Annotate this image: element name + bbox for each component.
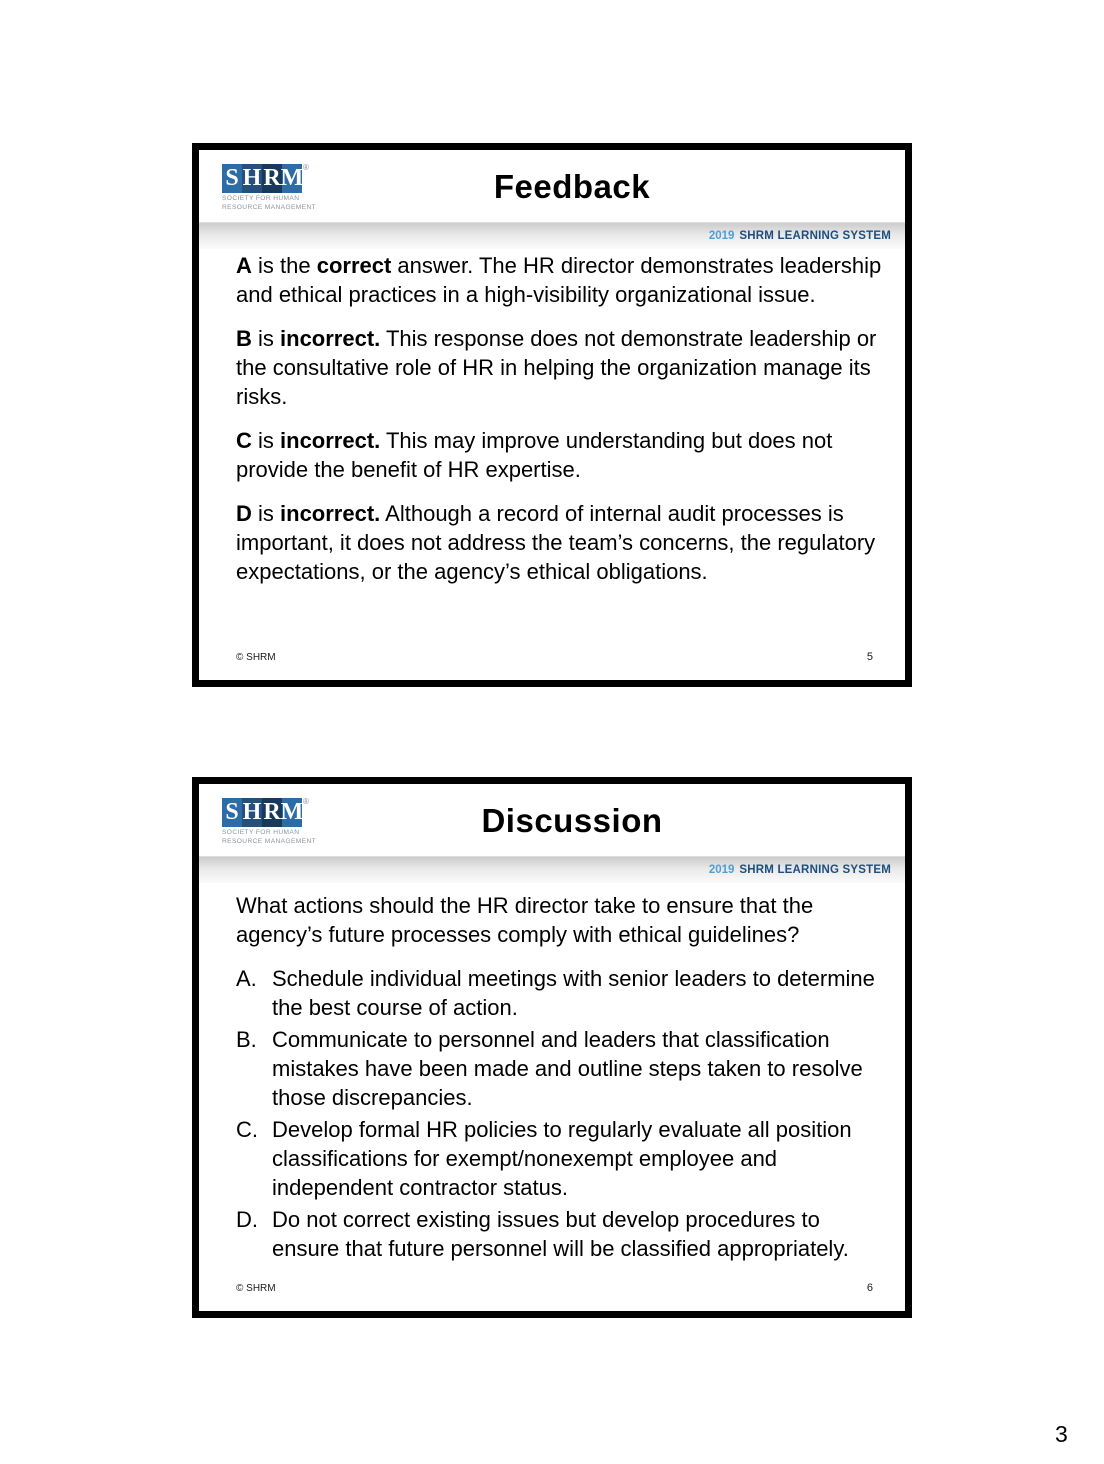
discussion-body [236, 891, 888, 1263]
feedback-emphasis: incorrect. [280, 501, 381, 526]
feedback-emphasis: incorrect. [280, 326, 381, 351]
option-letter: C. [236, 1117, 258, 1142]
option-letter: A. [236, 966, 257, 991]
learning-system-band [199, 222, 905, 249]
slide-discussion [192, 777, 912, 1318]
band-label: SHRM LEARNING SYSTEM [739, 230, 891, 242]
logo-letter-tile: S [222, 798, 242, 827]
feedback-text: Although a record of internal audit processes is important, it does not address the team’s concerns, the regulatory expectations, or the agency’s ethical obligations. [236, 501, 876, 584]
copyright-note: © SHRM [236, 1283, 276, 1294]
discussion-question: What actions should the HR director take to ensure that the agency’s future processes comply with ethical guidelines? [236, 893, 814, 947]
discussion-option [236, 1205, 888, 1263]
feedback-body [236, 251, 888, 601]
slide-feedback [192, 143, 912, 687]
discussion-option [236, 964, 888, 1022]
learning-system-band [199, 856, 905, 883]
feedback-paragraph [236, 426, 888, 484]
feedback-paragraph [236, 251, 888, 309]
feedback-text: is [251, 428, 281, 453]
feedback-text: answer. The HR director demonstrates leadership and ethical practices in a high-visibility organizational issue. [236, 253, 882, 307]
feedback-text: is the [251, 253, 317, 278]
discussion-options [236, 964, 888, 1263]
registered-trademark-icon: ® [303, 797, 309, 806]
discussion-option [236, 1115, 888, 1202]
feedback-emphasis: C [236, 428, 252, 453]
option-text: Do not correct existing issues but develop procedures to ensure that future personnel will be classified appropriately. [272, 1207, 849, 1261]
option-text: Communicate to personnel and leaders that classification mistakes have been made and outline steps taken to resolve those discrepancies. [272, 1027, 863, 1110]
feedback-emphasis: correct [316, 253, 392, 278]
slide-number: 5 [866, 651, 873, 663]
logo-letter-tile: H [242, 165, 262, 191]
shrm-logo-subtitle-line2: RESOURCE MANAGEMENT [222, 838, 317, 845]
band-year: 2019 [708, 230, 735, 242]
shrm-logo-subtitle-line2: RESOURCE MANAGEMENT [222, 204, 317, 211]
option-letter: B. [236, 1027, 257, 1052]
shrm-logo-subtitle-line1: SOCIETY FOR HUMAN [222, 195, 300, 202]
option-text: Develop formal HR policies to regularly evaluate all position classifications for exempt/nonexempt employee and independent contractor status. [272, 1117, 852, 1200]
registered-trademark-icon: ® [303, 163, 309, 172]
feedback-text: is [251, 326, 281, 351]
discussion-option [236, 1025, 888, 1112]
feedback-emphasis: incorrect. [280, 428, 381, 453]
handout-page-number: 3 [1055, 1421, 1068, 1447]
feedback-text: This response does not demonstrate leadership or the consultative role of HR in helping the organization manage its risks. [236, 326, 877, 409]
band-label: SHRM LEARNING SYSTEM [739, 864, 891, 876]
logo-letter-tile: H [242, 799, 262, 825]
logo-letter-tile: S [222, 164, 242, 193]
slide-number: 6 [866, 1282, 873, 1294]
logo-letter-tile: M [280, 799, 304, 825]
logo-letter-tile: R [263, 799, 281, 825]
feedback-paragraph [236, 324, 888, 411]
option-letter: D. [236, 1207, 258, 1232]
logo-letter-tile: R [263, 165, 281, 191]
feedback-emphasis: D [236, 501, 252, 526]
feedback-text: is [251, 501, 281, 526]
slide-title: Discussion [481, 802, 663, 839]
slide-title: Feedback [493, 168, 651, 205]
copyright-note: © SHRM [236, 652, 276, 663]
band-year: 2019 [708, 864, 735, 876]
logo-letter-tile: M [280, 165, 304, 191]
feedback-emphasis: B [236, 326, 252, 351]
feedback-paragraph [236, 499, 888, 586]
option-text: Schedule individual meetings with senior leaders to determine the best course of action. [272, 966, 875, 1020]
feedback-text: This may improve understanding but does not provide the benefit of HR expertise. [236, 428, 833, 482]
feedback-emphasis: A [236, 253, 252, 278]
shrm-logo-subtitle-line1: SOCIETY FOR HUMAN [222, 829, 300, 836]
